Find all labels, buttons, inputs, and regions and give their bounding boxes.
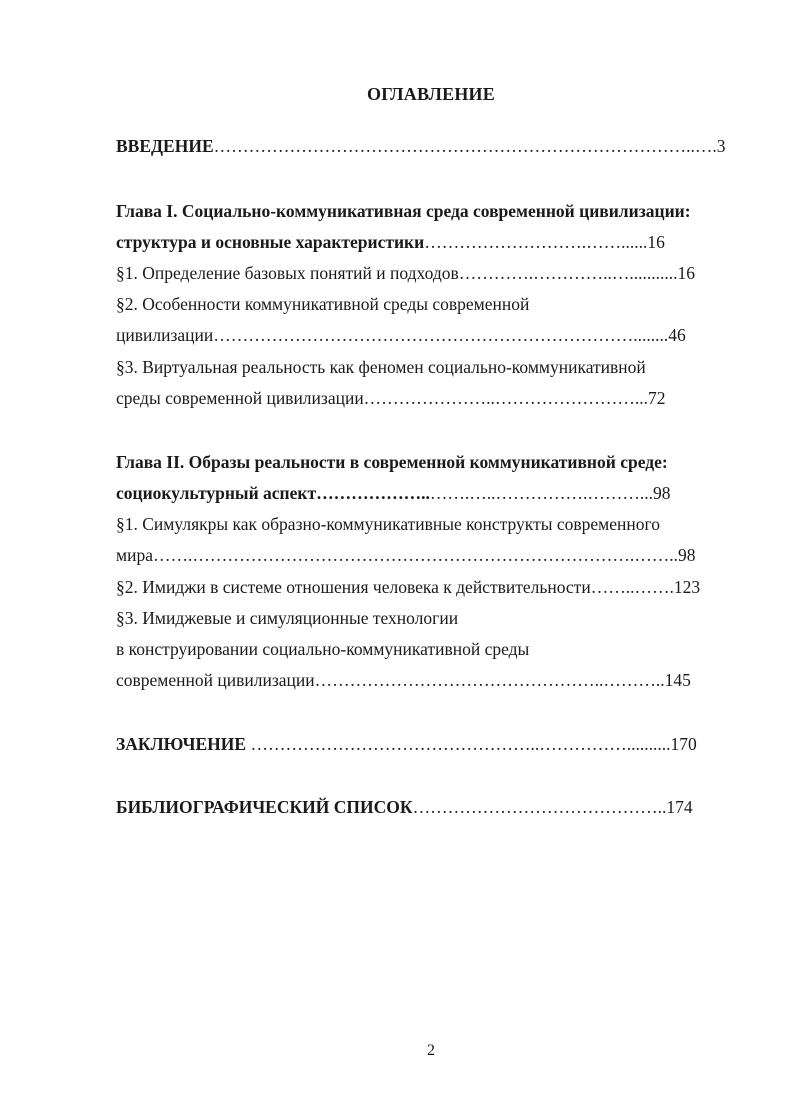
toc-entry-conclusion[interactable] [116, 733, 697, 755]
toc-entry-bibliography[interactable] [116, 796, 693, 818]
toc-chapter2-section3[interactable]: §3. Имиджевые и симуляционные технологии [116, 608, 459, 628]
toc-leader: ……………………………………..174 [412, 797, 693, 817]
toc-leader: ……………………….……......16 [424, 232, 665, 252]
toc-leader: …….…..…………….………...98 [429, 483, 671, 503]
toc-leader: ………………………………………………………………………..….3 [213, 136, 726, 156]
page-number: 2 [427, 1042, 435, 1059]
toc-chapter2-heading[interactable]: Глава II. Образы реальности в современной коммуникативной среде: [116, 452, 668, 472]
toc-leader-bold: ……………….. [316, 483, 430, 503]
toc-chapter1-section2-cont[interactable]: цивилизации………………………………………………………………........46 [116, 325, 686, 345]
toc-chapter1-heading[interactable]: Глава I. Социально-коммуникативная среда современной цивилизации: [116, 201, 691, 221]
toc-label: ЗАКЛЮЧЕНИЕ [116, 734, 247, 754]
toc-leader: …………………………………………..……………..........170 [246, 734, 697, 754]
toc-chapter1-section1[interactable]: §1. Определение базовых понятий и подходов………….…………..…...........16 [116, 263, 695, 283]
toc-chapter2-section3-cont2[interactable]: современной цивилизации…………………………………………..………..145 [116, 670, 691, 690]
toc-chapter2-section1[interactable]: §1. Симулякры как образно-коммуникативные конструкты современного [116, 514, 660, 534]
toc-entry-introduction[interactable] [116, 135, 726, 157]
toc-label: структура и основные характеристики [116, 232, 425, 252]
toc-chapter2-section2[interactable]: §2. Имиджи в системе отношения человека к действительности……..…….123 [116, 577, 701, 597]
toc-label: социокультурный аспект [116, 483, 317, 503]
toc-chapter2-section1-cont[interactable]: мира…….………………………………………………………………….……..98 [116, 545, 696, 565]
toc-chapter1-section3-cont[interactable]: среды современной цивилизации…………………..……………………...72 [116, 388, 666, 408]
toc-chapter1-section2[interactable]: §2. Особенности коммуникативной среды современной [116, 294, 530, 314]
toc-chapter1-section3[interactable]: §3. Виртуальная реальность как феномен социально-коммуникативной [116, 357, 646, 377]
page-title: ОГЛАВЛЕНИЕ [367, 84, 495, 104]
toc-label: БИБЛИОГРАФИЧЕСКИЙ СПИСОК [116, 797, 413, 817]
toc-chapter2-heading-cont[interactable] [116, 482, 670, 504]
toc-chapter1-heading-cont[interactable] [116, 231, 665, 253]
toc-label: ВВЕДЕНИЕ [116, 136, 214, 156]
toc-chapter2-section3-cont1[interactable]: в конструировании социально-коммуникативной среды [116, 639, 530, 659]
